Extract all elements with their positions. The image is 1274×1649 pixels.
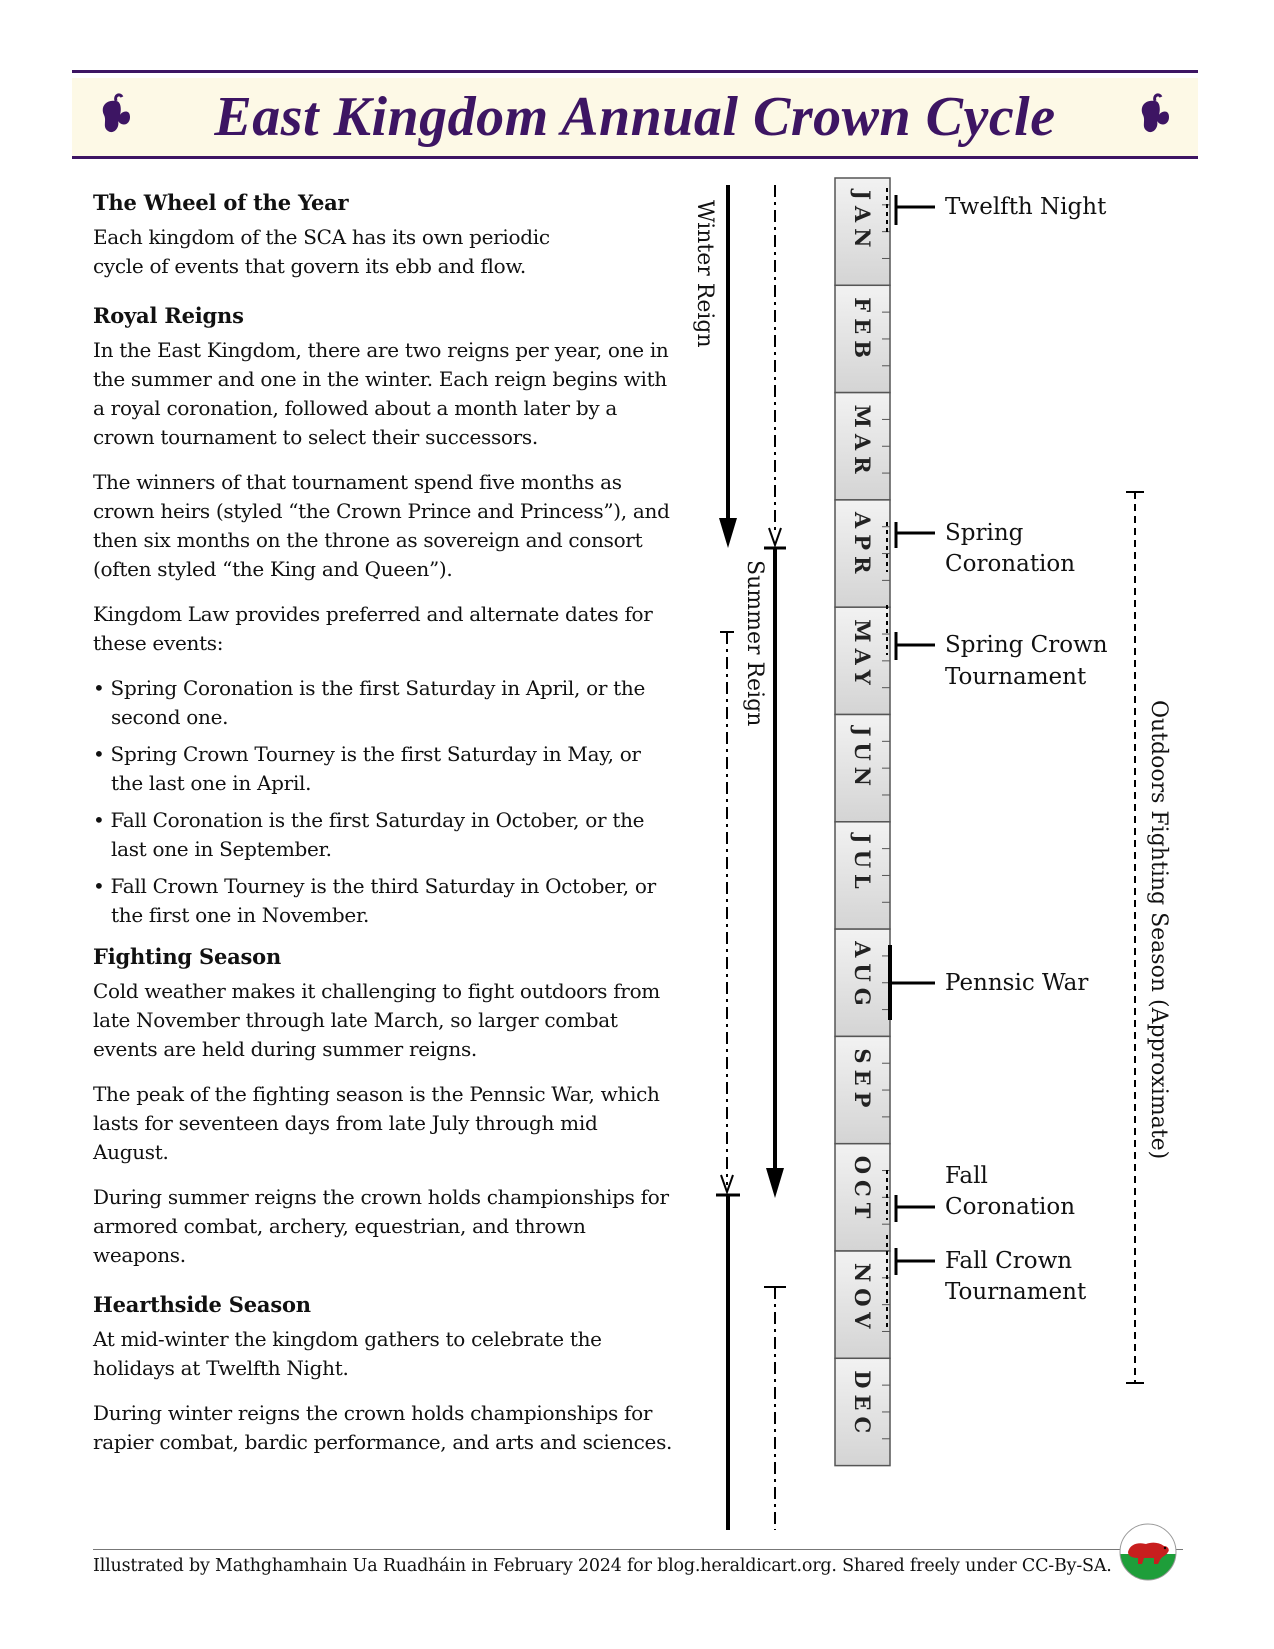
month-label-sep: SEP (850, 1048, 875, 1114)
month-label-feb: FEB (850, 297, 875, 364)
fall-crown-label-2: Tournament (945, 1279, 1087, 1305)
month-label-mar: MAR (850, 404, 875, 480)
fall-crown-label-1: Fall Crown (945, 1248, 1073, 1274)
winter-reign-label: Winter Reign (692, 200, 717, 348)
event-twelfth-night (887, 188, 1107, 235)
reigns-paragraph-2: The winners of that tournament spend five months as crown heirs (styled “the Crown Prince and Princess”), and then six months on the throne as sovereign and consort (often styled “the King and Queen”). (93, 470, 670, 581)
month-label-oct: OCT (850, 1155, 875, 1225)
spring-coronation-label-1: Spring (945, 520, 1024, 546)
heading-wheel: The Wheel of the Year (93, 190, 349, 215)
bullet-fall-coronation: • Fall Coronation is the first Saturday in October, or the last one in September. (93, 808, 645, 861)
footer-rule (93, 1549, 1183, 1550)
winter-arrowhead-icon (719, 518, 737, 548)
spring-crown-label-2: Tournament (945, 664, 1087, 690)
twelfth-night-label: Twelfth Night (945, 194, 1107, 220)
summer-reign-label: Summer Reign (742, 560, 767, 727)
outdoor-season-label: Outdoors Fighting Season (Approximate) (1146, 700, 1171, 1160)
welsh-bear-badge-icon (1118, 1522, 1178, 1582)
fighting-paragraph-1: Cold weather makes it challenging to fight outdoors from late November through late March, so larger combat events are held during summer reigns. (93, 979, 660, 1061)
month-label-jun: JUN (850, 726, 875, 792)
summer-arrowhead-icon (766, 1168, 784, 1198)
month-label-apr: APR (850, 511, 875, 580)
fighting-paragraph-2: The peak of the fighting season is the Pennsic War, which lasts for seventeen days from late July through mid August. (93, 1082, 660, 1164)
spring-crown-label-1: Spring Crown (945, 632, 1108, 658)
event-fall-crown (887, 1235, 1087, 1330)
month-label-jan: JAN (850, 190, 875, 254)
event-pennsic (890, 945, 1088, 1020)
bullet-spring-crown: • Spring Crown Tourney is the first Saturday in May, or the last one in April. (93, 742, 641, 795)
spring-coronation-label-2: Coronation (945, 551, 1076, 577)
reigns-paragraph-1: In the East Kingdom, there are two reigns per year, one in the summer and one in the winter. Each reign begins with a royal coronation, followed about a month later by a crown tournament to select their successors. (93, 338, 669, 449)
bullet-spring-coronation: • Spring Coronation is the first Saturday in April, or the second one. (93, 676, 646, 729)
page-title: East Kingdom Annual Crown Cycle (214, 86, 1056, 148)
hearthside-paragraph-1: At mid-winter the kingdom gathers to celebrate the holidays at Twelfth Night. (93, 1327, 602, 1380)
event-spring-crown (887, 605, 1108, 690)
heading-hearthside: Hearthside Season (93, 1292, 311, 1317)
month-column (835, 178, 890, 1466)
fall-coronation-label-1: Fall (945, 1163, 988, 1189)
fall-coronation-label-2: Coronation (945, 1194, 1076, 1220)
bullet-fall-crown: • Fall Crown Tourney is the third Saturday in October, or the first one in November. (93, 874, 656, 927)
fighting-paragraph-3: During summer reigns the crown holds championships for armored combat, archery, equestrian, and thrown weapons. (93, 1185, 669, 1267)
heading-reigns: Royal Reigns (93, 303, 244, 328)
month-label-jul: JUL (850, 833, 875, 895)
month-label-may: MAY (850, 619, 875, 691)
heading-fighting: Fighting Season (93, 944, 282, 969)
reigns-paragraph-3: Kingdom Law provides preferred and alternate dates for these events: (93, 602, 653, 655)
event-fall-coronation (887, 1163, 1075, 1222)
month-label-nov: NOV (850, 1263, 875, 1335)
pennsic-label: Pennsic War (945, 970, 1089, 996)
month-label-aug: AUG (850, 941, 875, 1012)
hearthside-paragraph-2: During winter reigns the crown holds championships for rapier combat, bardic performance, and arts and sciences. (93, 1401, 673, 1454)
month-label-dec: DEC (850, 1370, 875, 1440)
event-spring-coronation (887, 520, 1075, 577)
wheel-paragraph: Each kingdom of the SCA has its own periodic cycle of events that govern its ebb and flow. (93, 225, 550, 278)
footer-credit: Illustrated by Mathghamhain Ua Ruadháin in February 2024 for blog.heraldicart.org. Shared freely under CC-By-SA. (93, 1556, 1112, 1576)
